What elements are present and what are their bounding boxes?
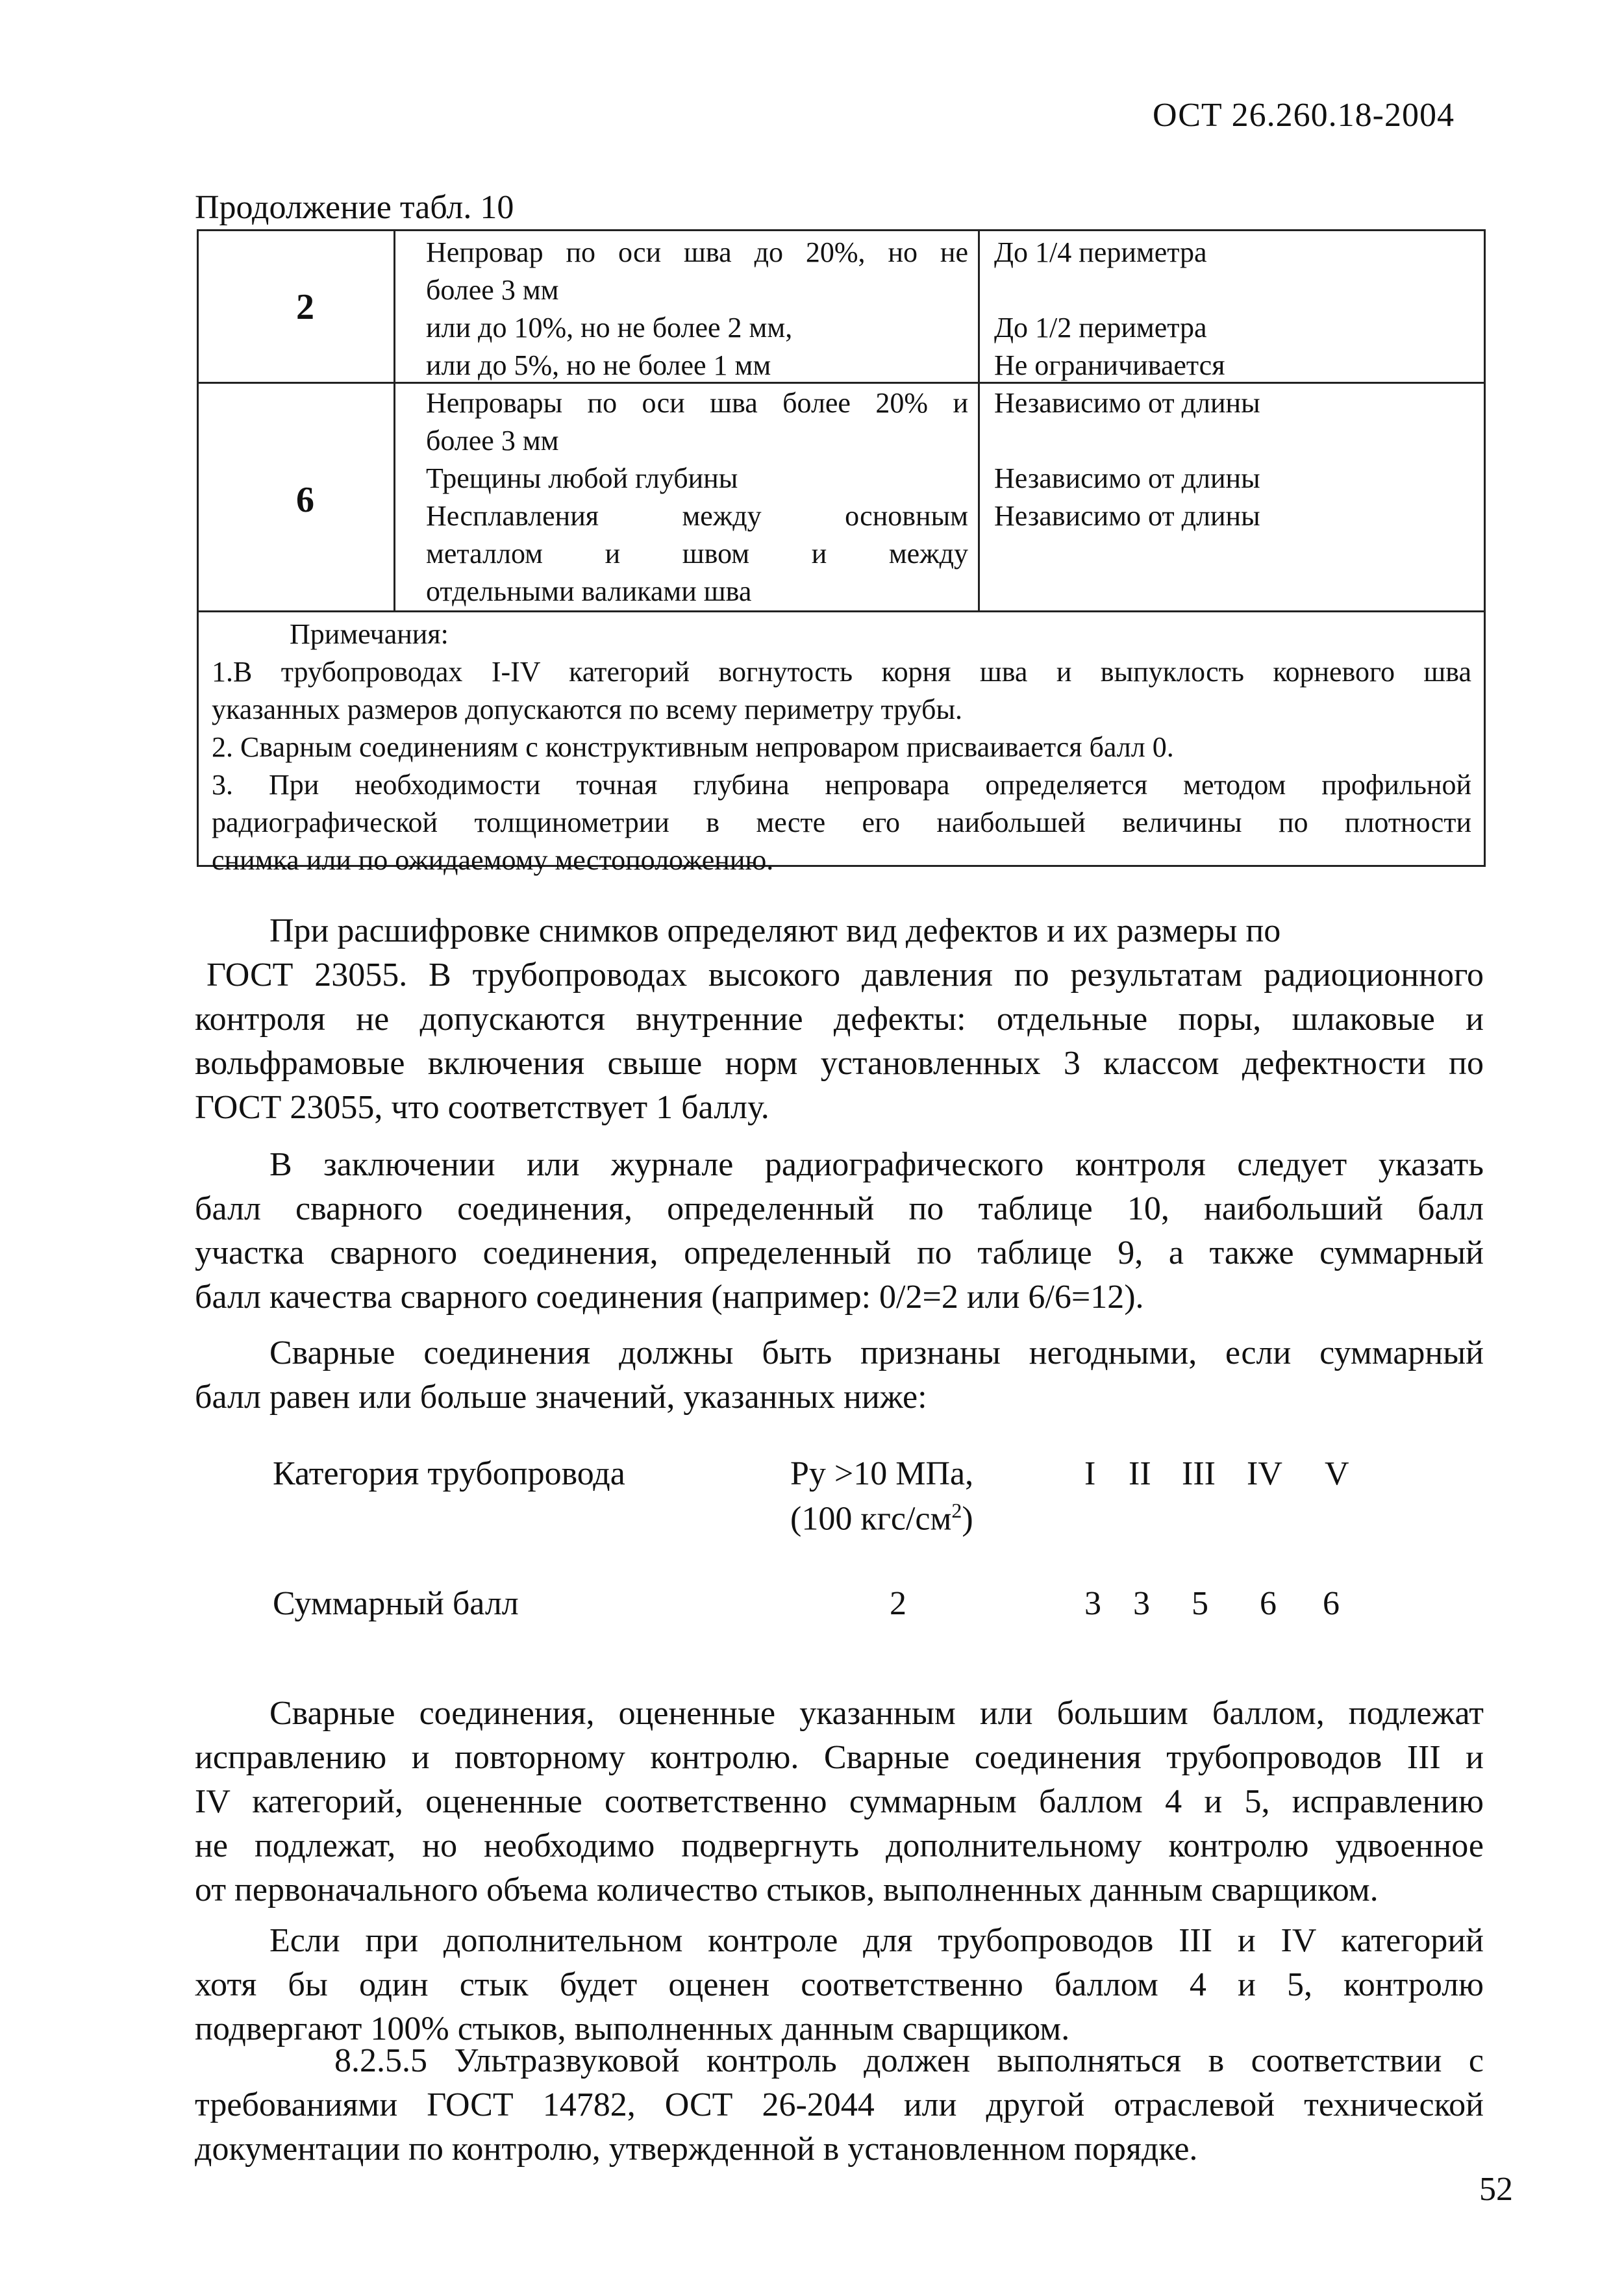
high-pressure-label: Ру >10 МПа, (790, 1455, 974, 1492)
notes-title: Примечания: (290, 618, 449, 650)
category-header: IV (1247, 1455, 1282, 1492)
defect-extent: До 1/4 периметра До 1/2 периметра Не ограничивается (994, 236, 1225, 381)
defect-description: Непровары по оси шва более 20% и более 3 мм Трещины любой глубины Несплавления между основным металлом и швом и между отдельными валиками шва (426, 387, 968, 607)
score-cell: 2 (296, 287, 314, 327)
category-score: 3 (1133, 1585, 1150, 1622)
category-header: V (1325, 1455, 1349, 1492)
paragraph-ultrasonic-control: 8.2.5.5 Ультразвуковой контроль должен выполняться в соответствии с требованиями ГОСТ 14782, ОСТ 26-2044 или другой отраслевой технической документации по контролю, утвержденной в установленном порядке. (195, 2042, 1484, 2168)
paragraph-additional-control: Если при дополнительном контроле для трубопроводов III и IV категорий хотя бы один стык будет оценен соответственно баллом 4 и 5, контролю подвергают 100% стыков, выполненных данным сварщиком. (195, 1922, 1484, 2047)
category-score: 5 (1192, 1585, 1208, 1622)
defect-extent: Независимо от длины Независимо от длины Независимо от длины (994, 387, 1260, 532)
paragraph-conclusion: В заключении или журнале радиографического контроля следует указать балл сварного соединения, определенный по таблице 10, наибольший балл участка сварного соединения, определенный по таблице 9, а также суммарный балл качества сварного соединения (например: 0/2=2 или 6/6=12). (195, 1146, 1484, 1316)
defects-table (197, 229, 1486, 876)
table-continuation-label: Продолжение табл. 10 (195, 189, 514, 226)
score-cell: 6 (296, 480, 314, 520)
category-header: I (1084, 1455, 1096, 1492)
paragraph-radiography-decoding: При расшифровке снимков определяют вид дефектов и их размеры по ГОСТ 23055. В трубопроводах высокого давления по результатам радиоционного контроля не допускаются внутренние дефекты: отдельные поры, шлаковые и вольфрамовые включения свыше норм установленных 3 классом дефектности по ГОСТ 23055, что соответствует 1 баллу. (195, 912, 1484, 1126)
total-score-label: Суммарный балл (273, 1585, 519, 1622)
defect-description: Непровар по оси шва до 20%, но не более 3 мм или до 10%, но не более 2 мм, или до 5%, но не более 1 мм (426, 236, 968, 381)
category-score: 6 (1260, 1585, 1277, 1622)
paragraph-rejection-criteria: Сварные соединения должны быть признаны негодными, если суммарный балл равен или больше значений, указанных ниже: (195, 1334, 1484, 1416)
paragraph-repair: Сварные соединения, оцененные указанным или большим баллом, подлежат исправлению и повторному контролю. Сварные соединения трубопроводов III и IV категорий, оцененные соответственно суммарным баллом 4 и 5, исправлению не подлежат, но необходимо подвергнуть дополнительному контролю удвоенное от первоначального объема количество стыков, выполненных данным сварщиком. (195, 1695, 1484, 1908)
category-score: 3 (1084, 1585, 1101, 1622)
high-pressure-unit: (100 кгс/$см^2$) (790, 1499, 973, 1538)
category-header: III (1182, 1455, 1216, 1492)
category-label: Категория трубопровода (273, 1455, 625, 1492)
category-header: II (1129, 1455, 1151, 1492)
document-code: ОСТ 26.260.18-2004 (1153, 97, 1455, 134)
page-number: 52 (1479, 2171, 1513, 2208)
category-score: 6 (1323, 1585, 1340, 1622)
table-notes: Примечания: 1.В трубопроводах I-IV категорий вогнутость корня шва и выпуклость корневого шва указанных размеров допускаются по всему периметру трубы. 2. Сварным соединениям с конструктивным непроваром присваивается балл 0. 3. При необходимости точная глубина непровара определяется методом профильной радиографической толщинометрии в месте его наибольшей величины по плотности снимка или по ожидаемому местоположению. (212, 616, 1471, 879)
high-pressure-score: 2 (890, 1585, 906, 1622)
